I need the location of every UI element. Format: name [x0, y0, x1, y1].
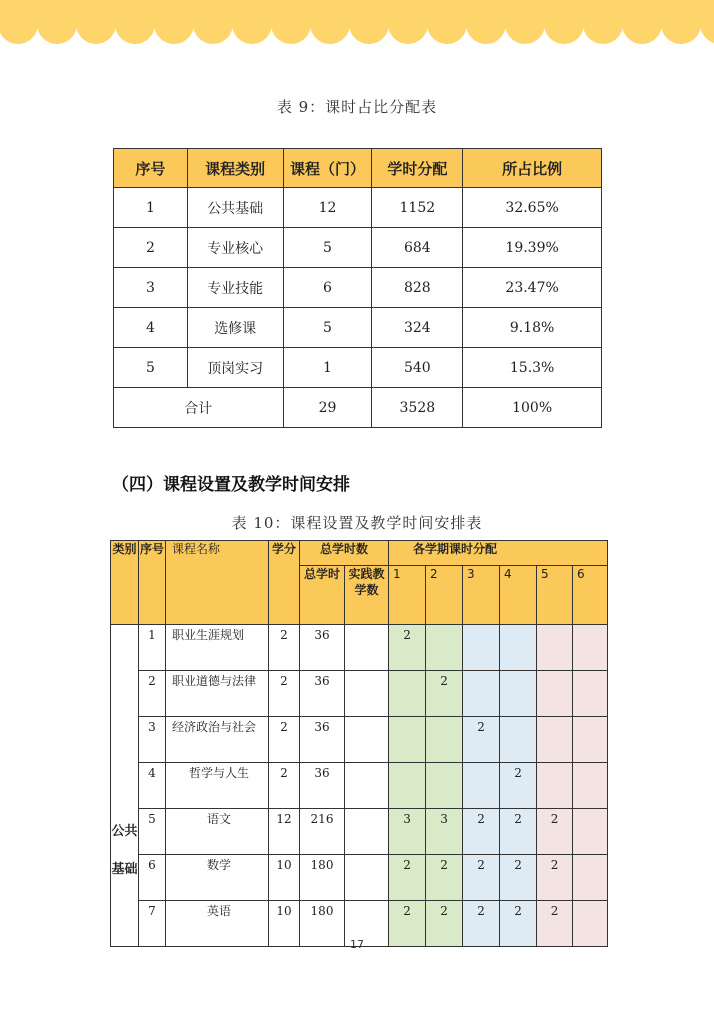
cell-courses: 5: [283, 308, 372, 348]
cell-semester-4: [500, 625, 537, 671]
cell-course-name: 职业生涯规划: [166, 625, 269, 671]
header-total: 总学时: [300, 566, 345, 625]
cell-hours: 828: [372, 268, 463, 308]
header-semester-3: 3: [463, 566, 500, 625]
course-schedule-table: [110, 540, 608, 947]
cell-semester-3: 2: [463, 901, 500, 947]
table-row: [111, 809, 608, 855]
table-row: [111, 717, 608, 763]
cell-courses: 5: [283, 228, 372, 268]
cell-practice: [345, 763, 389, 809]
header-courses: 课程（门）: [283, 149, 372, 188]
cell-category: 公共基础: [187, 188, 283, 228]
cell-no: 5: [114, 348, 188, 388]
cell-semester-3: [463, 671, 500, 717]
scalloped-header-decoration: [0, 0, 714, 60]
table-row: [111, 625, 608, 671]
cell-ratio: 9.18%: [463, 308, 602, 348]
header-course-name: 课程名称: [166, 541, 269, 625]
cell-total-hours: 216: [300, 809, 345, 855]
section-title: （四）课程设置及教学时间安排: [112, 475, 350, 495]
cell-practice: [345, 809, 389, 855]
cell-no: 4: [114, 308, 188, 348]
table10-caption: 表 10：课程设置及教学时间安排表: [231, 514, 483, 532]
cell-no: 3: [139, 717, 166, 763]
table-row: [111, 671, 608, 717]
cell-semester-6: [573, 809, 608, 855]
cell-hours: 540: [372, 348, 463, 388]
header-category-text: 类别: [112, 542, 137, 556]
cell-total-hours: 180: [300, 901, 345, 947]
cell-practice: [345, 671, 389, 717]
cell-course-name: 哲学与人生: [166, 763, 269, 809]
cell-no: 1: [114, 188, 188, 228]
cell-courses: 6: [283, 268, 372, 308]
cell-semester-6: [573, 763, 608, 809]
cell-credit: 12: [269, 809, 300, 855]
cell-semester-1: [389, 671, 426, 717]
cell-semester-4: [500, 717, 537, 763]
total-row: [114, 388, 602, 428]
cell-course-name: 数学: [166, 855, 269, 901]
header-hours: 学时分配: [372, 149, 463, 188]
cell-no: 1: [139, 625, 166, 671]
cell-practice: [345, 717, 389, 763]
cell-hours: 324: [372, 308, 463, 348]
header-category: [111, 541, 139, 625]
cell-credit: 2: [269, 671, 300, 717]
cell-practice: [345, 855, 389, 901]
page-number: 17: [350, 938, 364, 951]
cell-semester-3: [463, 625, 500, 671]
cell-semester-5: 2: [537, 901, 573, 947]
cell-ratio: 32.65%: [463, 188, 602, 228]
table-row: [114, 228, 602, 268]
table-row: [111, 855, 608, 901]
cell-semester-2: [426, 763, 463, 809]
header-semester-5: 5: [537, 566, 573, 625]
cell-course-name: 职业道德与法律: [166, 671, 269, 717]
header-semester-allocation: 各学期课时分配: [389, 541, 608, 566]
cell-category: 选修课: [187, 308, 283, 348]
table-row: [114, 188, 602, 228]
cell-semester-2: [426, 625, 463, 671]
cell-semester-2: 3: [426, 809, 463, 855]
cell-semester-5: [537, 671, 573, 717]
cell-semester-4: 2: [500, 855, 537, 901]
header-semester-1: 1: [389, 566, 426, 625]
cell-course-name: 英语: [166, 901, 269, 947]
cell-semester-1: 2: [389, 901, 426, 947]
cell-practice: [345, 625, 389, 671]
total-label: 合计: [114, 388, 284, 428]
cell-category: 顶岗实习: [187, 348, 283, 388]
cell-courses: 1: [283, 348, 372, 388]
cell-semester-2: [426, 717, 463, 763]
cell-semester-3: 2: [463, 809, 500, 855]
cell-semester-5: [537, 717, 573, 763]
cell-course-name: 语文: [166, 809, 269, 855]
cell-semester-2: 2: [426, 855, 463, 901]
cell-semester-4: 2: [500, 763, 537, 809]
header-no: [139, 541, 166, 625]
cell-semester-6: [573, 671, 608, 717]
header-semester-2: 2: [426, 566, 463, 625]
cell-semester-2: 2: [426, 671, 463, 717]
cell-semester-4: 2: [500, 809, 537, 855]
cell-no: 4: [139, 763, 166, 809]
total-hours: 3528: [372, 388, 463, 428]
cell-total-hours: 180: [300, 855, 345, 901]
table9-caption: 表 9：课时占比分配表: [276, 98, 438, 116]
header-practice: 实践教学数: [345, 566, 389, 625]
header-no-text: 序号: [139, 542, 164, 556]
cell-no: 7: [139, 901, 166, 947]
cell-semester-3: 2: [463, 855, 500, 901]
cell-semester-2: 2: [426, 901, 463, 947]
cell-no: 5: [139, 809, 166, 855]
cell-semester-4: 2: [500, 901, 537, 947]
table-row: [111, 763, 608, 809]
category-cell: 公共基础: [111, 625, 139, 947]
cell-courses: 12: [283, 188, 372, 228]
cell-no: 3: [114, 268, 188, 308]
header-no: 序号: [114, 149, 188, 188]
cell-no: 6: [139, 855, 166, 901]
course-hours-ratio-table: [113, 148, 602, 428]
total-ratio: 100%: [463, 388, 602, 428]
cell-total-hours: 36: [300, 763, 345, 809]
cell-semester-1: 2: [389, 625, 426, 671]
cell-credit: 2: [269, 763, 300, 809]
table-header-row: [111, 541, 608, 566]
cell-semester-1: 2: [389, 855, 426, 901]
cell-semester-6: [573, 855, 608, 901]
cell-credit: 10: [269, 855, 300, 901]
cell-semester-3: 2: [463, 717, 500, 763]
cell-semester-6: [573, 717, 608, 763]
table-header-row: [114, 149, 602, 188]
table-row: [114, 348, 602, 388]
cell-semester-1: [389, 717, 426, 763]
header-semester-4: 4: [500, 566, 537, 625]
table-row: [114, 308, 602, 348]
cell-semester-5: 2: [537, 855, 573, 901]
cell-semester-6: [573, 625, 608, 671]
cell-category: 专业核心: [187, 228, 283, 268]
cell-semester-5: [537, 625, 573, 671]
header-credit: 学分: [269, 541, 300, 625]
cell-credit: 10: [269, 901, 300, 947]
table-row: [114, 268, 602, 308]
header-category: 课程类别: [187, 149, 283, 188]
cell-hours: 1152: [372, 188, 463, 228]
cell-no: 2: [114, 228, 188, 268]
cell-course-name: 经济政治与社会: [166, 717, 269, 763]
cell-hours: 684: [372, 228, 463, 268]
cell-ratio: 23.47%: [463, 268, 602, 308]
cell-ratio: 15.3%: [463, 348, 602, 388]
cell-semester-3: [463, 763, 500, 809]
cell-ratio: 19.39%: [463, 228, 602, 268]
cell-semester-5: [537, 763, 573, 809]
cell-total-hours: 36: [300, 717, 345, 763]
cell-semester-5: 2: [537, 809, 573, 855]
header-ratio: 所占比例: [463, 149, 602, 188]
cell-credit: 2: [269, 625, 300, 671]
cell-total-hours: 36: [300, 671, 345, 717]
cell-no: 2: [139, 671, 166, 717]
cell-total-hours: 36: [300, 625, 345, 671]
header-semester-6: 6: [573, 566, 608, 625]
cell-semester-1: [389, 763, 426, 809]
cell-credit: 2: [269, 717, 300, 763]
cell-category: 专业技能: [187, 268, 283, 308]
total-courses: 29: [283, 388, 372, 428]
cell-semester-1: 3: [389, 809, 426, 855]
cell-semester-4: [500, 671, 537, 717]
header-total-hours: 总学时数: [300, 541, 389, 566]
